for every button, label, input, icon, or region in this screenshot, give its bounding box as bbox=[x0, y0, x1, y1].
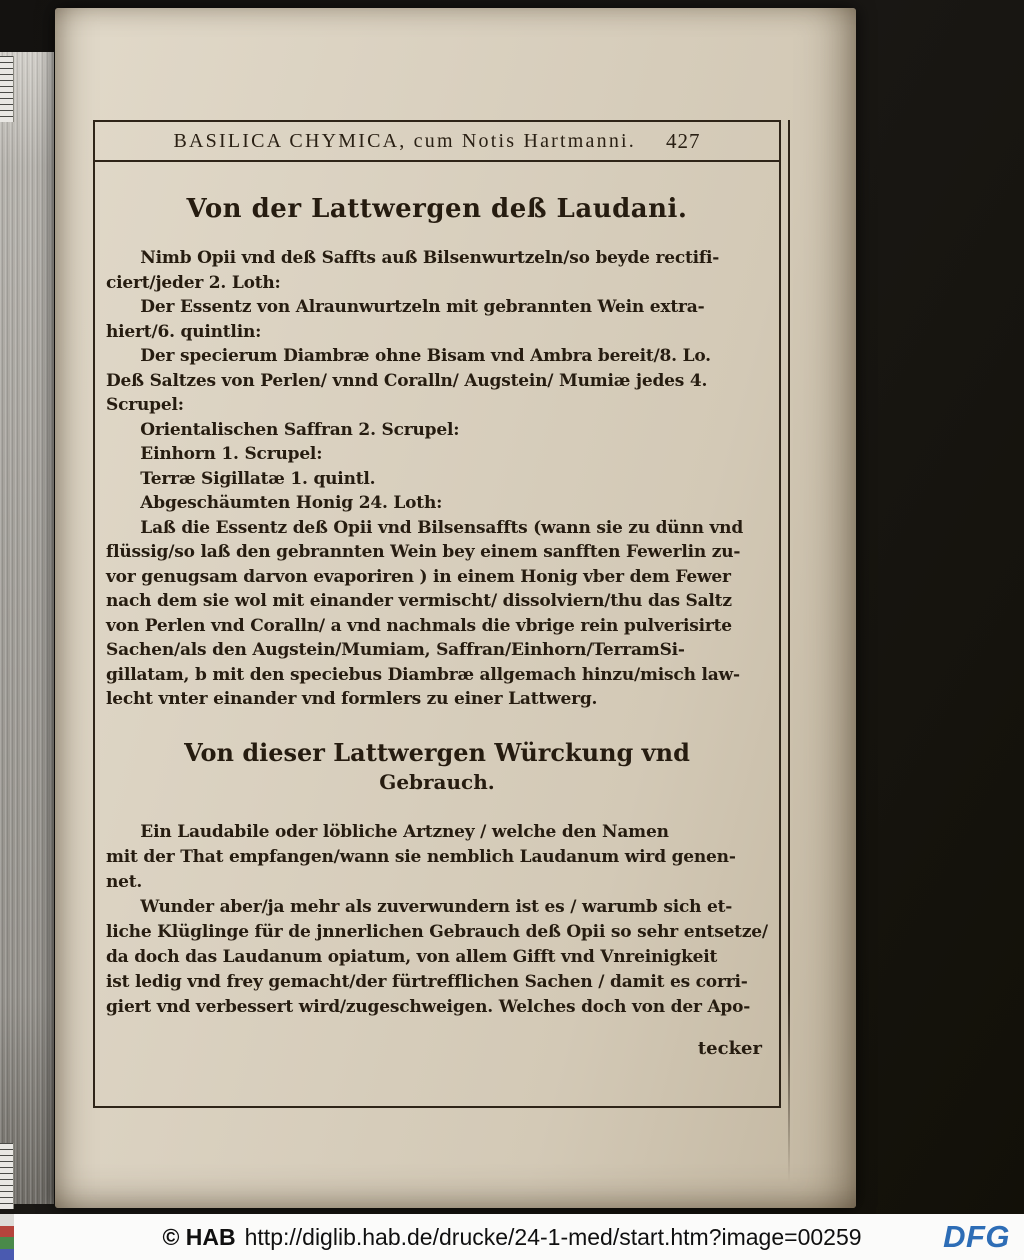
footer-url[interactable]: http://diglib.hab.de/drucke/24-1-med/start.htm?image=00259 bbox=[244, 1223, 862, 1250]
text-line: flüssig/so laß den gebrannten Wein bey einem sanfften Fewerlin zu- bbox=[106, 542, 741, 562]
text-line: net. bbox=[106, 871, 143, 892]
recipe-text bbox=[106, 246, 768, 712]
text-line: gillatam, b mit den speciebus Diambræ allgemach hinzu/misch law- bbox=[106, 664, 740, 685]
text-line: Sachen/als den Augstein/Mumiam, Saffran/Einhorn/TerramSi- bbox=[106, 640, 685, 660]
page-body bbox=[95, 162, 779, 1106]
scan-page bbox=[55, 8, 856, 1208]
text-line: Nimb Opii vnd deß Saffts auß Bilsenwurtzeln/so beyde rectifi- bbox=[106, 248, 720, 268]
subheading-line2: Gebrauch. bbox=[379, 769, 495, 794]
text-line: Wunder aber/ja mehr als zuverwundern ist es / warumb sich et- bbox=[106, 896, 733, 917]
color-swatch bbox=[0, 1214, 14, 1226]
text-line: Abgeschäumten Honig 24. Loth: bbox=[106, 493, 443, 513]
subheading bbox=[106, 738, 768, 794]
subheading-line1: Von dieser Lattwergen Würckung vnd bbox=[184, 737, 690, 767]
text-line: vor genugsam darvon evaporiren ) in einem Honig vber dem Fewer bbox=[106, 566, 731, 587]
frame-right-line bbox=[788, 120, 790, 1182]
catchword: tecker bbox=[697, 1037, 762, 1059]
text-line: da doch das Laudanum opiatum, von allem Gifft vnd Vnreinigkeit bbox=[106, 946, 718, 967]
copyright-text: © HAB bbox=[162, 1223, 236, 1250]
header-title: BASILICA CHYMICA, cum Notis Hartmanni. bbox=[173, 129, 636, 152]
text-line: Der specierum Diambræ ohne Bisam vnd Ambra bereit/8. Lo. bbox=[106, 346, 711, 366]
color-calibration-strip bbox=[0, 1214, 14, 1260]
text-line: lecht vnter einander vnd formlers zu einer Lattwerg. bbox=[106, 689, 598, 709]
page-number: 427 bbox=[665, 128, 701, 153]
text-line: ciert/jeder 2. Loth: bbox=[106, 272, 281, 293]
text-line: Deß Saltzes von Perlen/ vnnd Coralln/ Augstein/ Mumiæ jedes 4. bbox=[106, 370, 708, 391]
text-line: liche Klüglinge für de jnnerlichen Gebrauch deß Opii so sehr entsetze/ bbox=[106, 921, 768, 942]
text-line: giert vnd verbessert wird/zugeschweigen. Welches doch von der Apo- bbox=[106, 996, 751, 1017]
text-line: Ein Laudabile oder löbliche Artzney / welche den Namen bbox=[106, 821, 669, 842]
calibration-ruler-top bbox=[0, 56, 14, 122]
running-header bbox=[95, 122, 779, 162]
text-line: Einhorn 1. Scrupel: bbox=[106, 444, 323, 464]
calibration-ruler-bottom bbox=[0, 1143, 14, 1209]
text-line: Laß die Essentz deß Opii vnd Bilsensaffts (wann sie zu dünn vnd bbox=[106, 517, 744, 538]
text-line: ist ledig vnd frey gemacht/der fürtrefflichen Sachen / damit es corri- bbox=[106, 971, 748, 992]
text-line: Orientalischen Saffran 2. Scrupel: bbox=[106, 419, 460, 440]
dfg-logo[interactable]: DFG bbox=[943, 1219, 1010, 1254]
color-swatch bbox=[0, 1249, 14, 1260]
body-text bbox=[106, 820, 768, 1020]
color-swatch bbox=[0, 1237, 14, 1249]
text-line: Terræ Sigillatæ 1. quintl. bbox=[106, 468, 376, 489]
text-line: Scrupel: bbox=[106, 395, 184, 415]
section-heading: Von der Lattwergen deß Laudani. bbox=[186, 194, 688, 224]
color-swatch bbox=[0, 1226, 14, 1238]
text-line: mit der That empfangen/wann sie nemblich Laudanum wird genen- bbox=[106, 846, 736, 867]
text-line: Der Essentz von Alraunwurtzeln mit gebrannten Wein extra- bbox=[106, 297, 705, 317]
text-line: hiert/6. quintlin: bbox=[106, 321, 262, 342]
text-line: nach dem sie wol mit einander vermischt/ dissolviern/thu das Saltz bbox=[106, 591, 732, 611]
text-line: von Perlen vnd Coralln/ a vnd nachmals die vbrige rein pulverisirte bbox=[106, 615, 732, 636]
viewer-footer bbox=[0, 1214, 1024, 1260]
page-frame bbox=[93, 120, 781, 1108]
book-fore-edge bbox=[0, 52, 54, 1204]
footer-citation bbox=[162, 1224, 861, 1251]
